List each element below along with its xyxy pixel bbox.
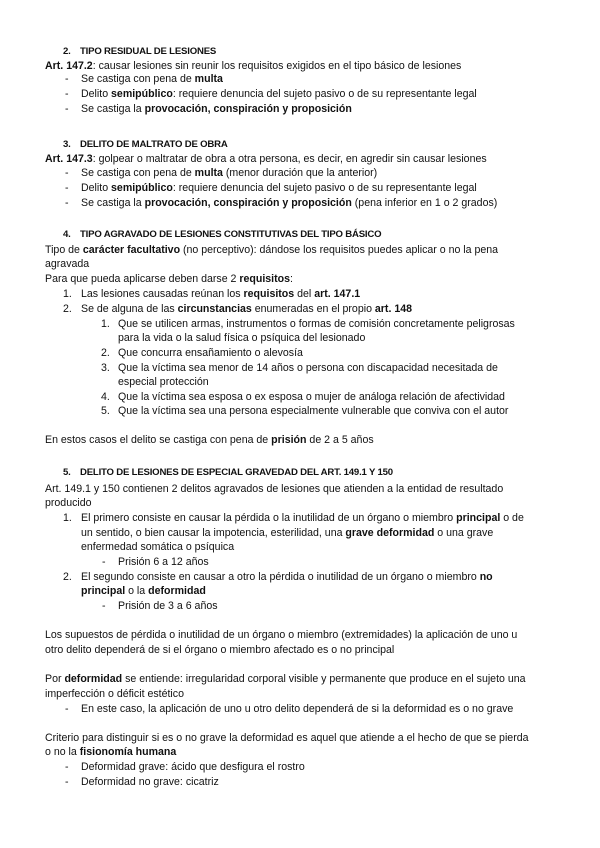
s4-p2: Para que pueda aplicarse deben darse 2 requisitos: xyxy=(45,273,293,285)
s4-req-1-num: 1. xyxy=(63,288,72,300)
s3-bullet-2: Delito semipúblico: requiere denuncia del sujeto pasivo o de su representante legal xyxy=(81,182,477,194)
dash: - xyxy=(65,776,69,788)
s2-intro: Art. 147.2: causar lesiones sin reunir los requisitos exigidos en el tipo básico de lesiones xyxy=(45,60,462,72)
s5-p3-line1: Por deformidad se entiende: irregularidad corporal visible y permanente que produce en el sujeto una xyxy=(45,673,526,685)
heading-especial-gravedad: 5. DELITO DE LESIONES DE ESPECIAL GRAVEDAD DEL ART. 149.1 Y 150 xyxy=(63,467,393,478)
s4-circ-1-line1: Que se utilicen armas, instrumentos o formas de comisión concretamente peligrosas xyxy=(118,318,515,330)
s5-p2-line2: otro delito dependerá de si el órgano o miembro afectado es o no principal xyxy=(45,644,395,656)
s4-circ-3-line2: especial protección xyxy=(118,376,209,388)
dash: - xyxy=(65,167,69,179)
s5-item-2-sub: Prisión de 3 a 6 años xyxy=(118,600,218,612)
s3-bullet-3: Se castiga la provocación, conspiración y proposición (pena inferior en 1 o 2 grados) xyxy=(81,197,498,209)
s4-circ-1-line2: para la vida o la salud física o psíquica del lesionado xyxy=(118,332,366,344)
heading-maltrato-obra: 3. DELITO DE MALTRATO DE OBRA xyxy=(63,139,228,150)
s4-circ-5: Que la víctima sea una persona especialmente vulnerable que conviva con el autor xyxy=(118,405,509,417)
s5-p1-line2: producido xyxy=(45,497,92,509)
s5-item-1-line3: enfermedad somática o psíquica xyxy=(81,541,235,553)
s4-circ-2: Que concurra ensañamiento o alevosía xyxy=(118,347,303,359)
s5-p4-bullet-1: Deformidad grave: ácido que desfigura el rostro xyxy=(81,761,305,773)
s5-item-1-line2: un sentido, o bien causar la impotencia, esterilidad, una grave deformidad o una grave xyxy=(81,527,494,539)
s5-p4-line2: o no la fisionomía humana xyxy=(45,746,177,758)
dash: - xyxy=(65,88,69,100)
s4-circ-3-line1: Que la víctima sea menor de 14 años o persona con discapacidad necesitada de xyxy=(118,362,498,374)
s3-intro: Art. 147.3: golpear o maltratar de obra a otra persona, es decir, en agredir sin causar lesiones xyxy=(45,153,487,165)
dash: - xyxy=(65,103,69,115)
s4-req-2-num: 2. xyxy=(63,303,72,315)
s4-circ-5-num: 5. xyxy=(101,405,110,417)
s4-req-2: Se de alguna de las circunstancias enumeradas en el propio art. 148 xyxy=(81,303,413,315)
s4-circ-4-num: 4. xyxy=(101,391,110,403)
s5-p1-line1: Art. 149.1 y 150 contienen 2 delitos agravados de lesiones que atienden a la entidad de resultado xyxy=(45,483,504,495)
s3-bullet-1: Se castiga con pena de multa (menor duración que la anterior) xyxy=(81,167,378,179)
s2-bullet-1: Se castiga con pena de multa xyxy=(81,73,223,85)
s4-circ-1-num: 1. xyxy=(101,318,110,330)
s5-p2-line1: Los supuestos de pérdida o inutilidad de un órgano o miembro (extremidades) la aplicación de uno u xyxy=(45,629,518,641)
s5-item-1-num: 1. xyxy=(63,512,72,524)
s5-item-1-line1: El primero consiste en causar la pérdida o la inutilidad de un órgano o miembro principal o de xyxy=(81,512,524,524)
s5-item-2-line2: principal o la deformidad xyxy=(81,585,206,597)
dash: - xyxy=(65,703,69,715)
s2-bullet-3: Se castiga la provocación, conspiración y proposición xyxy=(81,103,352,115)
dash: - xyxy=(102,556,106,568)
s5-p3-line2: imperfección o déficit estético xyxy=(45,688,184,700)
s4-p1-line2: agravada xyxy=(45,258,90,270)
dash: - xyxy=(65,182,69,194)
s5-p3-bullet: En este caso, la aplicación de uno u otro delito dependerá de si la deformidad es o no grave xyxy=(81,703,514,715)
s4-p1-line1: Tipo de carácter facultativo (no perceptivo): dándose los requisitos puedes aplicar o no la pena xyxy=(45,244,499,256)
s5-p4-bullet-2: Deformidad no grave: cicatriz xyxy=(81,776,219,788)
s4-req-1: Las lesiones causadas reúnan los requisitos del art. 147.1 xyxy=(81,288,361,300)
dash: - xyxy=(65,73,69,85)
dash: - xyxy=(65,197,69,209)
s4-p3: En estos casos el delito se castiga con pena de prisión de 2 a 5 años xyxy=(45,434,374,446)
dash: - xyxy=(65,761,69,773)
s5-item-1-sub: Prisión 6 a 12 años xyxy=(118,556,209,568)
heading-tipo-residual: 2. TIPO RESIDUAL DE LESIONES xyxy=(63,46,217,57)
s4-circ-4: Que la víctima sea esposa o ex esposa o mujer de análoga relación de afectividad xyxy=(118,391,505,403)
dash: - xyxy=(102,600,106,612)
s5-item-2-num: 2. xyxy=(63,571,72,583)
s2-bullet-2: Delito semipúblico: requiere denuncia del sujeto pasivo o de su representante legal xyxy=(81,88,477,100)
s5-p4-line1: Criterio para distinguir si es o no grave la deformidad es aquel que atiende a el hecho de que se pierda xyxy=(45,732,529,744)
s4-circ-2-num: 2. xyxy=(101,347,110,359)
heading-tipo-agravado: 4. TIPO AGRAVADO DE LESIONES CONSTITUTIVAS DEL TIPO BÁSICO xyxy=(63,229,382,240)
s5-item-2-line1: El segundo consiste en causar a otro la pérdida o inutilidad de un órgano o miembro no xyxy=(81,571,493,583)
s4-circ-3-num: 3. xyxy=(101,362,110,374)
